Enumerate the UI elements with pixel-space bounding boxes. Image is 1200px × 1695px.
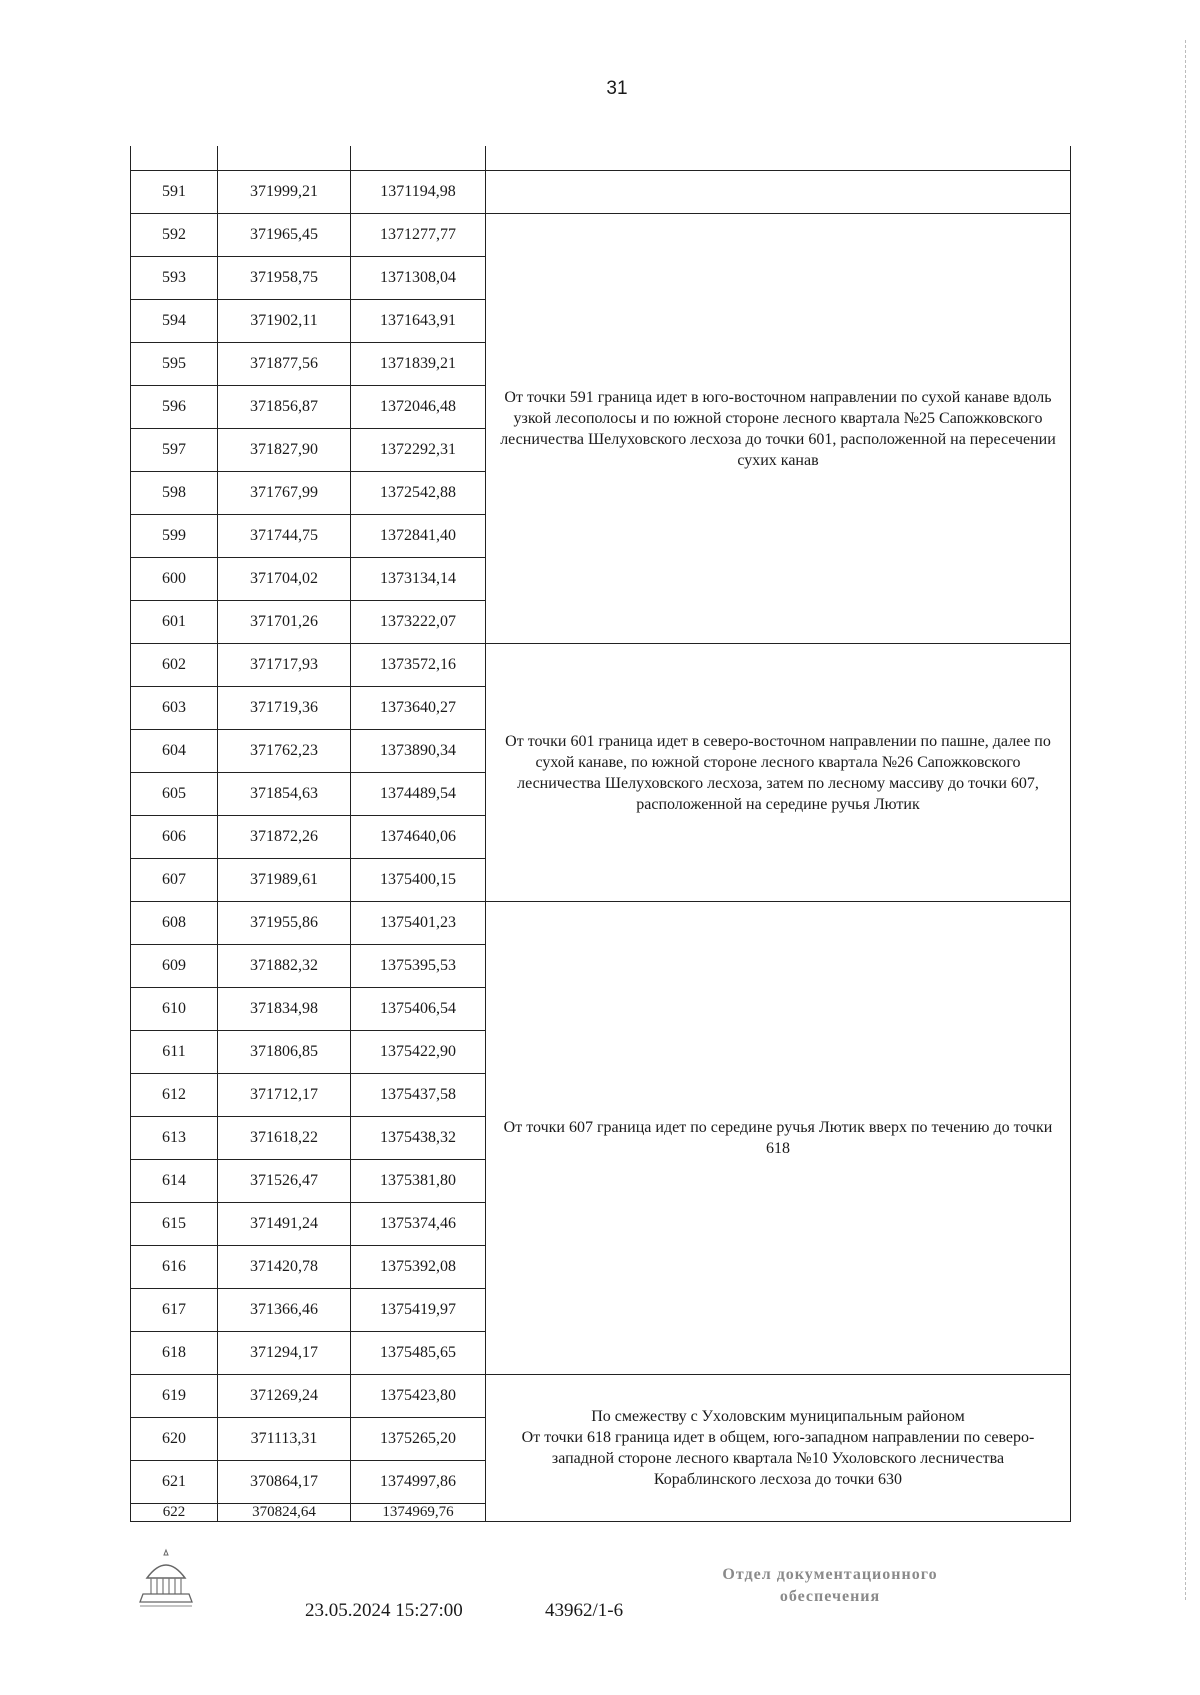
x-coordinate-cell: 370824,64 — [218, 1504, 351, 1522]
y-coordinate-cell: 1372046,48 — [351, 386, 486, 429]
department-stamp-line2: обеспечения — [779, 1588, 881, 1605]
y-coordinate-cell: 1373572,16 — [351, 644, 486, 687]
x-coordinate-cell: 371955,86 — [218, 902, 351, 945]
y-coordinate-cell: 1375374,46 — [351, 1203, 486, 1246]
point-number-cell: 617 — [131, 1289, 218, 1332]
table-row — [131, 171, 1071, 214]
x-coordinate-cell: 371958,75 — [218, 257, 351, 300]
y-coordinate-cell: 1374997,86 — [351, 1461, 486, 1504]
description-text: От точки 618 граница идет в общем, юго-западном направлении по северо-западной стороне лесного квартала №10 Ухоловского лесничества Кораблинского лесхоза до точки 630 — [521, 1429, 1035, 1488]
point-number-cell: 600 — [131, 558, 218, 601]
x-coordinate-cell: 371366,46 — [218, 1289, 351, 1332]
x-coordinate-cell: 371701,26 — [218, 601, 351, 644]
y-coordinate-cell: 1371194,98 — [351, 171, 486, 214]
y-coordinate-cell: 1375401,23 — [351, 902, 486, 945]
table-row — [131, 214, 1071, 257]
y-coordinate-cell: 1374969,76 — [351, 1504, 486, 1522]
department-stamp — [690, 1564, 970, 1608]
table-row — [131, 644, 1071, 687]
x-coordinate-cell: 371902,11 — [218, 300, 351, 343]
y-coordinate-cell: 1375422,90 — [351, 1031, 486, 1074]
point-number-cell: 604 — [131, 730, 218, 773]
x-coordinate-cell: 371294,17 — [218, 1332, 351, 1375]
point-number-cell: 592 — [131, 214, 218, 257]
point-number-cell: 616 — [131, 1246, 218, 1289]
y-coordinate-cell: 1371308,04 — [351, 257, 486, 300]
footer-datetime: 23.05.2024 15:27:00 — [305, 1600, 463, 1621]
y-coordinate-cell: 1375438,32 — [351, 1117, 486, 1160]
page-number: 31 — [606, 78, 628, 99]
point-number-cell: 612 — [131, 1074, 218, 1117]
y-coordinate-cell: 1375437,58 — [351, 1074, 486, 1117]
y-coordinate-cell: 1375265,20 — [351, 1418, 486, 1461]
y-coordinate-cell: 1371839,21 — [351, 343, 486, 386]
description-cell — [486, 902, 1071, 1375]
x-coordinate-cell: 371827,90 — [218, 429, 351, 472]
x-coordinate-cell: 371806,85 — [218, 1031, 351, 1074]
y-coordinate-cell: 1372542,88 — [351, 472, 486, 515]
x-coordinate-cell: 371618,22 — [218, 1117, 351, 1160]
point-number-cell: 596 — [131, 386, 218, 429]
x-coordinate-cell: 371269,24 — [218, 1375, 351, 1418]
x-coordinate-cell: 371526,47 — [218, 1160, 351, 1203]
point-number-cell: 615 — [131, 1203, 218, 1246]
point-number-cell: 594 — [131, 300, 218, 343]
y-coordinate-cell: 1375400,15 — [351, 859, 486, 902]
x-coordinate-cell: 371717,93 — [218, 644, 351, 687]
point-number-cell: 606 — [131, 816, 218, 859]
coordinates-table-wrap — [130, 146, 1071, 1522]
coordinates-table — [130, 146, 1071, 1522]
point-number-cell: 601 — [131, 601, 218, 644]
cell-empty — [218, 146, 351, 171]
y-coordinate-cell: 1371643,91 — [351, 300, 486, 343]
point-number-cell: 607 — [131, 859, 218, 902]
x-coordinate-cell: 371704,02 — [218, 558, 351, 601]
point-number-cell: 597 — [131, 429, 218, 472]
point-number-cell: 605 — [131, 773, 218, 816]
point-number-cell: 599 — [131, 515, 218, 558]
x-coordinate-cell: 371420,78 — [218, 1246, 351, 1289]
y-coordinate-cell: 1373890,34 — [351, 730, 486, 773]
table-row — [131, 1375, 1071, 1418]
scan-edge-marks — [1185, 40, 1188, 1600]
point-number-cell: 620 — [131, 1418, 218, 1461]
y-coordinate-cell: 1373640,27 — [351, 687, 486, 730]
description-text: По смежеству с Уxоловским муниципальным районом — [591, 1408, 965, 1425]
point-number-cell: 614 — [131, 1160, 218, 1203]
table-row-continuation — [131, 146, 1071, 171]
x-coordinate-cell: 370864,17 — [218, 1461, 351, 1504]
cell-empty — [131, 146, 218, 171]
table-row — [131, 902, 1071, 945]
x-coordinate-cell: 371872,26 — [218, 816, 351, 859]
x-coordinate-cell: 371999,21 — [218, 171, 351, 214]
x-coordinate-cell: 371834,98 — [218, 988, 351, 1031]
x-coordinate-cell: 371767,99 — [218, 472, 351, 515]
y-coordinate-cell: 1375381,80 — [351, 1160, 486, 1203]
point-number-cell: 609 — [131, 945, 218, 988]
x-coordinate-cell: 371719,36 — [218, 687, 351, 730]
y-coordinate-cell: 1375392,08 — [351, 1246, 486, 1289]
x-coordinate-cell: 371491,24 — [218, 1203, 351, 1246]
y-coordinate-cell: 1374489,54 — [351, 773, 486, 816]
point-number-cell: 595 — [131, 343, 218, 386]
description-text: От точки 607 граница идет по середине ручья Лютик вверх по течению до точки 618 — [503, 1119, 1053, 1157]
point-number-cell: 622 — [131, 1504, 218, 1522]
description-text: От точки 601 граница идет в северо-восточном направлении по пашне, далее по сухой канаве, по южной стороне лесного квартала №26 Сапожковского лесничества Шелуховского лесхоза, затем по лесному массиву до точки 607, расположенной на середине ручья Лютик — [505, 732, 1051, 813]
x-coordinate-cell: 371854,63 — [218, 773, 351, 816]
point-number-cell: 602 — [131, 644, 218, 687]
point-number-cell: 603 — [131, 687, 218, 730]
point-number-cell: 608 — [131, 902, 218, 945]
y-coordinate-cell: 1375406,54 — [351, 988, 486, 1031]
y-coordinate-cell: 1374640,06 — [351, 816, 486, 859]
point-number-cell: 593 — [131, 257, 218, 300]
y-coordinate-cell: 1371277,77 — [351, 214, 486, 257]
description-cell — [486, 171, 1071, 214]
x-coordinate-cell: 371113,31 — [218, 1418, 351, 1461]
point-number-cell: 591 — [131, 171, 218, 214]
x-coordinate-cell: 371877,56 — [218, 343, 351, 386]
department-stamp-line1: Отдел документационного — [722, 1566, 938, 1583]
y-coordinate-cell: 1372292,31 — [351, 429, 486, 472]
x-coordinate-cell: 371965,45 — [218, 214, 351, 257]
cell-empty — [351, 146, 486, 171]
y-coordinate-cell: 1373222,07 — [351, 601, 486, 644]
footer-document-number: 43962/1-6 — [545, 1600, 624, 1621]
description-cell — [486, 644, 1071, 902]
building-logo-icon — [137, 1546, 195, 1610]
x-coordinate-cell: 371856,87 — [218, 386, 351, 429]
x-coordinate-cell: 371712,17 — [218, 1074, 351, 1117]
y-coordinate-cell: 1375395,53 — [351, 945, 486, 988]
coordinates-table-body — [131, 146, 1071, 1522]
x-coordinate-cell: 371989,61 — [218, 859, 351, 902]
point-number-cell: 618 — [131, 1332, 218, 1375]
y-coordinate-cell: 1375485,65 — [351, 1332, 486, 1375]
point-number-cell: 621 — [131, 1461, 218, 1504]
description-cell — [486, 214, 1071, 644]
x-coordinate-cell: 371762,23 — [218, 730, 351, 773]
point-number-cell: 619 — [131, 1375, 218, 1418]
y-coordinate-cell: 1375419,97 — [351, 1289, 486, 1332]
y-coordinate-cell: 1373134,14 — [351, 558, 486, 601]
point-number-cell: 613 — [131, 1117, 218, 1160]
point-number-cell: 598 — [131, 472, 218, 515]
x-coordinate-cell: 371744,75 — [218, 515, 351, 558]
point-number-cell: 611 — [131, 1031, 218, 1074]
cell-empty — [486, 146, 1071, 171]
y-coordinate-cell: 1372841,40 — [351, 515, 486, 558]
x-coordinate-cell: 371882,32 — [218, 945, 351, 988]
description-text: От точки 591 граница идет в юго-восточном направлении по сухой канаве вдоль узкой лесополосы и по южной стороне лесного квартала №25 Сапожковского лесничества Шелуховского лесхоза до точки 601, расположенной на пересечении сухих канав — [500, 388, 1056, 469]
point-number-cell: 610 — [131, 988, 218, 1031]
y-coordinate-cell: 1375423,80 — [351, 1375, 486, 1418]
description-cell — [486, 1375, 1071, 1522]
